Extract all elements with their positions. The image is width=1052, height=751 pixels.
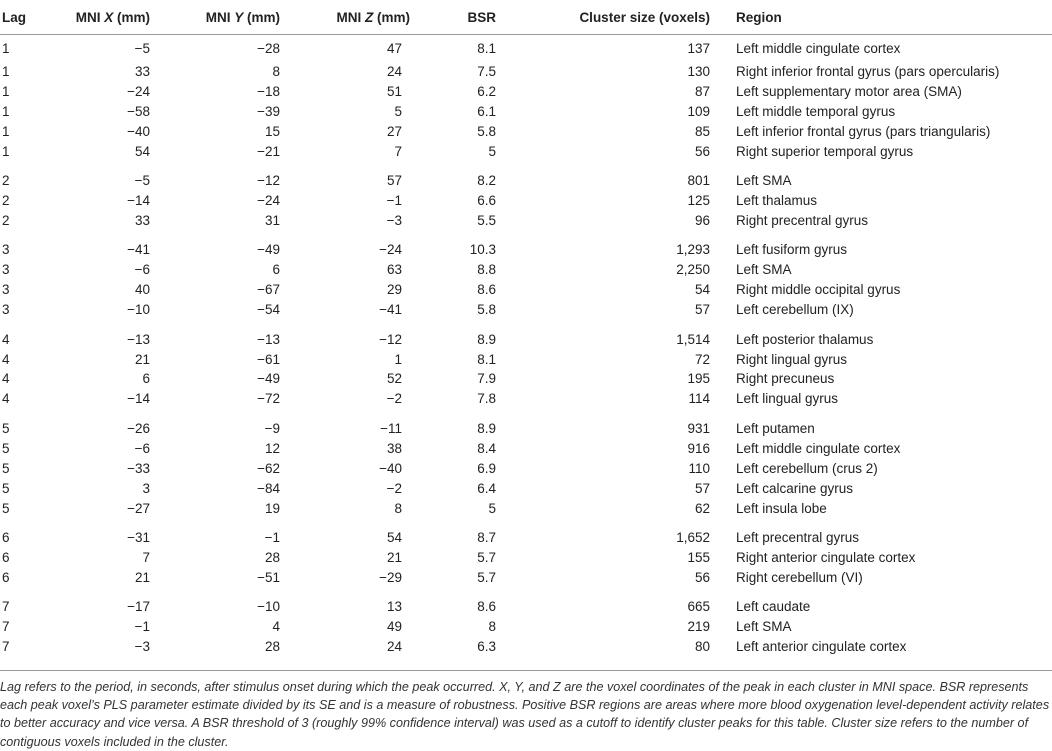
cell-lag: 1	[2, 103, 10, 119]
cell-mni-x: −26	[127, 420, 150, 436]
cell-bsr: 8.8	[477, 262, 496, 278]
cell-mni-z: 24	[386, 64, 402, 79]
table-row	[0, 528, 1052, 548]
cell-lag: 5	[2, 500, 10, 516]
cell-bsr: 8.9	[477, 420, 496, 436]
table-row	[0, 142, 1052, 162]
cell-mni-z: 27	[386, 123, 402, 139]
cell-bsr: 5.7	[477, 569, 496, 585]
cell-mni-y: −49	[257, 242, 280, 258]
cell-mni-y: −54	[257, 302, 280, 318]
cell-lag: 7	[2, 619, 10, 635]
cell-lag: 1	[2, 64, 10, 79]
cell-cluster-size: 219	[687, 619, 710, 635]
table-row	[0, 260, 1052, 280]
table-row	[0, 568, 1052, 588]
cell-region: Left precentral gyrus	[736, 530, 860, 545]
cell-mni-x: −13	[127, 331, 150, 347]
cell-mni-z: −2	[386, 480, 402, 496]
cell-mni-z: 51	[386, 83, 402, 99]
cell-lag: 4	[2, 331, 10, 347]
cell-cluster-size: 85	[694, 123, 710, 139]
spacer-cell	[0, 231, 1052, 241]
cell-mni-y: −13	[257, 331, 280, 347]
cell-mni-y: −51	[257, 569, 280, 585]
header-region: Region	[736, 0, 1052, 35]
header-lag: Lag	[0, 0, 60, 35]
table-row	[0, 82, 1052, 102]
cell-mni-x: −17	[127, 599, 150, 615]
cell-cluster-size: 57	[694, 302, 710, 318]
cell-cluster-size: 110	[688, 460, 710, 476]
cell-cluster-size: 72	[694, 351, 710, 367]
cell-mni-x: −6	[134, 440, 150, 456]
table-row	[0, 439, 1052, 459]
cell-lag: 5	[2, 420, 10, 436]
table-row	[0, 171, 1052, 191]
cell-mni-x: −58	[127, 103, 150, 119]
cell-bsr: 8.1	[477, 41, 496, 56]
cell-mni-y: −72	[257, 391, 280, 407]
cell-mni-z: −1	[386, 193, 402, 209]
cell-cluster-size: 57	[694, 480, 710, 496]
cell-mni-z: 21	[386, 549, 402, 565]
cell-mni-y: 8	[272, 64, 280, 79]
cell-lag: 7	[2, 639, 10, 655]
cell-mni-y: −67	[257, 282, 280, 298]
spacer-cell	[0, 588, 1052, 598]
cell-region: Left fusiform gyrus	[736, 242, 848, 258]
cell-region: Left cerebellum (IX)	[736, 302, 854, 318]
cell-mni-z: −2	[386, 391, 402, 407]
cell-lag: 6	[2, 549, 10, 565]
cell-bsr: 8.9	[477, 331, 496, 347]
table-row	[0, 637, 1052, 657]
cell-region: Left SMA	[736, 173, 792, 189]
cell-region: Left thalamus	[736, 193, 818, 209]
spacer-cell	[0, 518, 1052, 528]
cell-cluster-size: 80	[694, 639, 710, 655]
cell-cluster-size: 114	[688, 391, 710, 407]
cell-region: Left SMA	[736, 619, 792, 635]
cell-mni-x: −3	[134, 639, 150, 655]
cell-mni-x: 40	[134, 282, 150, 298]
cell-mni-z: 47	[386, 41, 402, 56]
cell-mni-z: 57	[386, 173, 402, 189]
cell-mni-y: −62	[257, 460, 280, 476]
cell-cluster-size: 1,293	[676, 242, 710, 258]
cell-cluster-size: 62	[694, 500, 710, 516]
cell-mni-y: −12	[257, 173, 280, 189]
cell-region: Left posterior thalamus	[736, 331, 874, 347]
cell-region: Left supplementary motor area (SMA)	[736, 83, 962, 99]
cell-bsr: 8.1	[477, 351, 496, 367]
cell-lag: 3	[2, 302, 10, 318]
cell-mni-z: 1	[394, 351, 402, 367]
header-cluster-size: Cluster size (voxels)	[520, 0, 736, 35]
cell-cluster-size: 1,652	[676, 530, 710, 545]
cell-cluster-size: 195	[687, 371, 710, 387]
header-row	[0, 0, 1052, 35]
cell-mni-x: −14	[127, 391, 150, 407]
cell-mni-x: −33	[127, 460, 150, 476]
cell-cluster-size: 137	[687, 41, 710, 56]
cell-bsr: 6.2	[477, 83, 496, 99]
cell-mni-z: −12	[379, 331, 402, 347]
cell-mni-y: −39	[257, 103, 280, 119]
cell-bsr: 6.1	[477, 103, 496, 119]
cell-mni-z: 38	[386, 440, 402, 456]
cell-lag: 3	[2, 262, 10, 278]
cell-bsr: 5	[488, 500, 496, 516]
cell-mni-x: −6	[134, 262, 150, 278]
cell-lag: 4	[2, 391, 10, 407]
cell-region: Right lingual gyrus	[736, 351, 848, 367]
table-row	[0, 211, 1052, 231]
table-row	[0, 389, 1052, 409]
header-bsr: BSR	[410, 0, 520, 35]
cell-region: Right cerebellum (VI)	[736, 569, 863, 585]
cell-mni-x: 7	[142, 549, 150, 565]
cell-cluster-size: 2,250	[676, 262, 710, 278]
header-mni-x: MNI X (mm)	[60, 0, 150, 35]
cell-mni-z: −29	[379, 569, 402, 585]
cell-mni-y: 28	[264, 549, 280, 565]
table-row	[0, 122, 1052, 142]
cell-bsr: 5.5	[477, 212, 496, 228]
cell-mni-y: 4	[272, 619, 280, 635]
cell-bsr: 8	[488, 619, 496, 635]
table-row	[0, 102, 1052, 122]
cell-lag: 1	[2, 83, 10, 99]
cell-bsr: 5.7	[477, 549, 496, 565]
cell-mni-z: −41	[379, 302, 402, 318]
cell-mni-y: 28	[264, 639, 280, 655]
cell-cluster-size: 109	[687, 103, 710, 119]
cell-region: Left putamen	[736, 420, 815, 436]
cell-mni-y: 6	[272, 262, 280, 278]
cell-mni-z: 63	[386, 262, 402, 278]
cell-mni-y: −1	[264, 530, 280, 545]
cell-bsr: 7.9	[477, 371, 496, 387]
cell-mni-x: 6	[142, 371, 150, 387]
cell-bsr: 6.3	[477, 639, 496, 655]
cell-mni-z: 8	[394, 500, 402, 516]
cell-bsr: 8.6	[477, 599, 496, 615]
table-row	[0, 300, 1052, 320]
cell-region: Left anterior cingulate cortex	[736, 639, 907, 655]
cell-bsr: 7.8	[477, 391, 496, 407]
cell-lag: 5	[2, 440, 10, 456]
cell-lag: 4	[2, 371, 10, 387]
cell-bsr: 5	[488, 143, 496, 159]
cell-mni-z: 52	[386, 371, 402, 387]
spacer-cell	[0, 409, 1052, 419]
table-row	[0, 330, 1052, 350]
cell-cluster-size: 155	[687, 549, 710, 565]
cell-region: Right anterior cingulate cortex	[736, 549, 916, 565]
cell-mni-x: −5	[134, 173, 150, 189]
cell-mni-y: 12	[264, 440, 280, 456]
cell-lag: 1	[2, 123, 10, 139]
cell-cluster-size: 56	[694, 569, 710, 585]
cell-region: Left middle cingulate cortex	[736, 440, 901, 456]
spacer-cell	[0, 162, 1052, 172]
table-row	[0, 35, 1052, 63]
cell-bsr: 10.3	[469, 242, 496, 258]
cell-bsr: 5.8	[477, 302, 496, 318]
cell-bsr: 6.6	[477, 193, 496, 209]
cell-mni-y: −9	[264, 420, 280, 436]
cell-mni-y: −61	[257, 351, 280, 367]
table-footnote	[0, 678, 1052, 751]
cell-cluster-size: 54	[694, 282, 710, 298]
cell-bsr: 8.4	[477, 440, 496, 456]
cell-cluster-size: 1,514	[676, 331, 710, 347]
table-row	[0, 617, 1052, 637]
table-body	[0, 35, 1052, 658]
table-row	[0, 419, 1052, 439]
cell-mni-y: 19	[264, 500, 280, 516]
cell-mni-y: −28	[257, 41, 280, 56]
cell-lag: 5	[2, 480, 10, 496]
cell-bsr: 6.9	[477, 460, 496, 476]
cell-lag: 1	[2, 143, 10, 159]
table-row	[0, 191, 1052, 211]
cell-lag: 7	[2, 599, 10, 615]
cell-region: Right precentral gyrus	[736, 212, 869, 228]
cell-region: Right inferior frontal gyrus (pars opercularis)	[736, 64, 1000, 79]
group-spacer	[0, 162, 1052, 172]
cell-bsr: 8.2	[477, 173, 496, 189]
cell-mni-z: 29	[386, 282, 402, 298]
table-row	[0, 369, 1052, 389]
group-spacer	[0, 231, 1052, 241]
table-bottom-rule	[0, 670, 1052, 671]
cell-region: Left SMA	[736, 262, 792, 278]
cell-lag: 4	[2, 351, 10, 367]
spacer-cell	[0, 320, 1052, 330]
cell-region: Left middle temporal gyrus	[736, 103, 896, 119]
group-spacer	[0, 588, 1052, 598]
cell-lag: 5	[2, 460, 10, 476]
cell-cluster-size: 125	[687, 193, 710, 209]
table-row	[0, 240, 1052, 260]
cell-mni-x: −10	[127, 302, 150, 318]
group-spacer	[0, 320, 1052, 330]
table-row	[0, 350, 1052, 370]
cell-cluster-size: 87	[694, 83, 710, 99]
header-mni-z: MNI Z (mm)	[280, 0, 410, 35]
cell-mni-x: −14	[127, 193, 150, 209]
table-row	[0, 499, 1052, 519]
cell-mni-z: 5	[394, 103, 402, 119]
cell-mni-x: −27	[127, 500, 150, 516]
cell-bsr: 8.6	[477, 282, 496, 298]
cell-mni-y: −18	[257, 83, 280, 99]
cell-mni-x: 33	[134, 212, 150, 228]
cell-mni-y: −24	[257, 193, 280, 209]
cell-mni-z: 7	[394, 143, 402, 159]
cell-mni-z: 49	[386, 619, 402, 635]
cell-lag: 2	[2, 173, 10, 189]
cell-lag: 6	[2, 530, 10, 545]
cell-mni-y: −49	[257, 371, 280, 387]
table-row	[0, 548, 1052, 568]
cell-mni-x: 3	[142, 480, 150, 496]
cell-lag: 2	[2, 193, 10, 209]
cell-region: Right superior temporal gyrus	[736, 143, 914, 159]
cell-cluster-size: 931	[687, 420, 710, 436]
table-row	[0, 597, 1052, 617]
cell-region: Right middle occipital gyrus	[736, 282, 901, 298]
cell-mni-z: 24	[386, 639, 402, 655]
cell-bsr: 5.8	[477, 123, 496, 139]
table-row	[0, 62, 1052, 82]
cell-cluster-size: 56	[694, 143, 710, 159]
footnote-text: Lag refers to the period, in seconds, after stimulus onset during which the peak occurred. X, Y, and Z are the voxel coordinates of the peak in each cluster in MNI space. BSR represents each peak voxel’s PLS parameter estimate divided by its SE and is a measure of robustness. Positive BSR regions are areas where more blood oxygenation level-dependent activity relates to better accuracy and vice versa. A BSR threshold of 3 (roughly 99% confidence interval) was used as a cutoff to identify cluster peaks for this table. Cluster size refers to the number of contiguous voxels included in the cluster.	[0, 680, 1050, 749]
cell-region: Left lingual gyrus	[736, 391, 839, 407]
cell-region: Left middle cingulate cortex	[736, 41, 901, 56]
cell-bsr: 6.4	[477, 480, 496, 496]
table-row	[0, 459, 1052, 479]
group-spacer	[0, 409, 1052, 419]
cell-region: Right precuneus	[736, 371, 835, 387]
cell-lag: 3	[2, 242, 10, 258]
cell-cluster-size: 801	[687, 173, 710, 189]
cell-mni-x: −41	[127, 242, 150, 258]
cell-region: Left cerebellum (crus 2)	[736, 460, 878, 476]
cell-region: Left caudate	[736, 599, 811, 615]
cell-lag: 3	[2, 282, 10, 298]
cell-region: Left inferior frontal gyrus (pars triangularis)	[736, 123, 991, 139]
cell-mni-y: 31	[264, 212, 280, 228]
table-header	[0, 0, 1052, 35]
cell-mni-x: 54	[134, 143, 150, 159]
cell-region: Left calcarine gyrus	[736, 480, 854, 496]
table-row	[0, 280, 1052, 300]
table-row	[0, 479, 1052, 499]
cell-mni-y: −10	[257, 599, 280, 615]
cell-cluster-size: 916	[687, 440, 710, 456]
cell-mni-x: −5	[134, 41, 150, 56]
cell-mni-x: 21	[134, 351, 150, 367]
cell-mni-x: −1	[134, 619, 150, 635]
cell-cluster-size: 130	[687, 64, 710, 79]
cell-mni-z: −24	[379, 242, 402, 258]
cell-mni-y: 15	[264, 123, 280, 139]
cell-mni-y: −21	[257, 143, 280, 159]
cell-mni-z: −11	[380, 420, 402, 436]
cell-lag: 1	[2, 41, 10, 56]
cell-region: Left insula lobe	[736, 500, 827, 516]
cell-bsr: 8.7	[477, 530, 496, 545]
cell-lag: 2	[2, 212, 10, 228]
cell-mni-z: −3	[386, 212, 402, 228]
group-spacer	[0, 518, 1052, 528]
cell-mni-x: −31	[127, 530, 150, 545]
cell-bsr: 7.5	[477, 64, 496, 79]
cell-mni-x: −40	[127, 123, 150, 139]
cell-mni-z: 54	[386, 530, 402, 545]
cell-mni-z: −40	[379, 460, 402, 476]
cell-mni-x: 21	[134, 569, 150, 585]
cell-mni-x: 33	[134, 64, 150, 79]
cell-mni-x: −24	[127, 83, 150, 99]
cell-lag: 6	[2, 569, 10, 585]
cell-cluster-size: 665	[687, 599, 710, 615]
cell-mni-z: 13	[386, 599, 402, 615]
cell-cluster-size: 96	[694, 212, 710, 228]
cell-mni-y: −84	[257, 480, 280, 496]
header-mni-y: MNI Y (mm)	[150, 0, 280, 35]
